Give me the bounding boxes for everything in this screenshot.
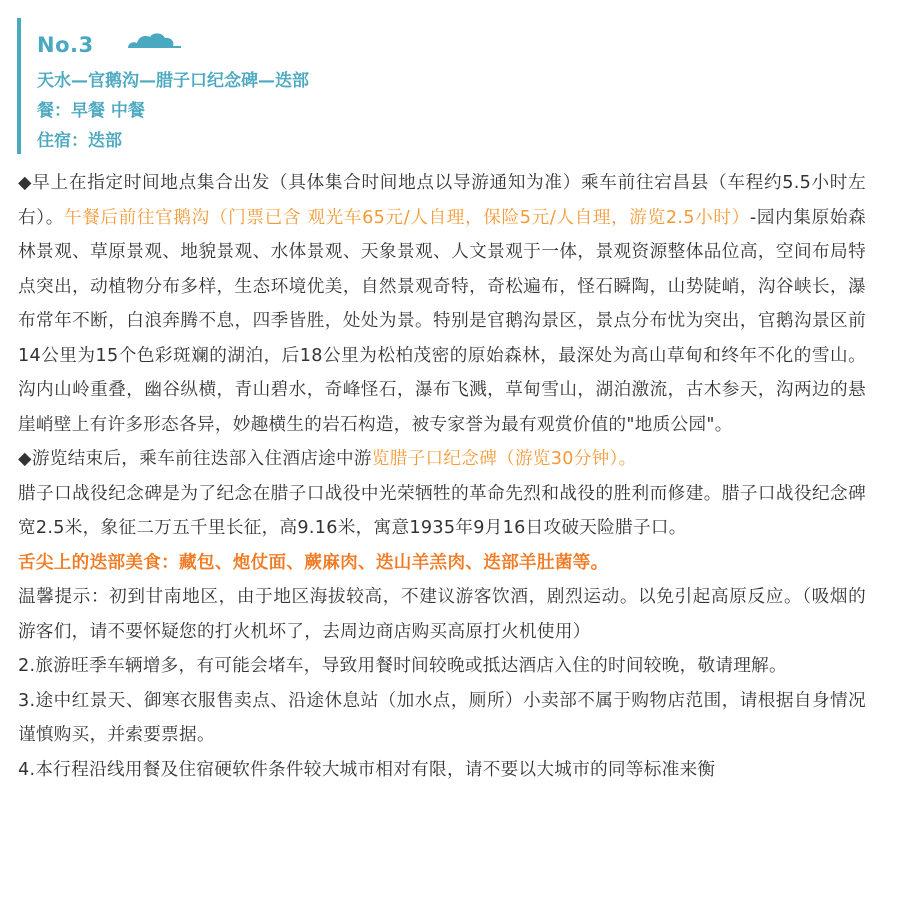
text-after-visit: ◆游览结束后，乘车前往迭部入住酒店途中游 [18,449,372,469]
day-number: No.3 [37,33,94,57]
paragraph-tip-altitude: 温馨提示：初到甘南地区，由于地区海拔较高，不建议游客饮酒，剧烈运动。以免引起高原反应。（吸烟的游客们，请不要怀疑您的打火机坏了，去周边商店购买高原打火机使用） [18,587,866,642]
route-title: 天水—官鹅沟—腊子口纪念碑—迭部 [37,71,309,91]
paragraph-monument: 腊子口战役纪念碑是为了纪念在腊子口战役中光荣牺牲的革命先烈和战役的胜利而修建。腊子口战役纪念碑宽2.5米，象征二万五千里长征，高9.16米，寓意1935年9月16日攻破天险腊子口。 [18,483,866,538]
paragraph-afternoon [18,442,866,477]
cloud-icon [124,30,182,56]
lodging-info: 住宿：迭部 [37,131,122,151]
text-departure: ◆早上在指定时间地点集合出发（具体集合时间地点以导游通知为准）乘车前往宕昌县（车程约5.5小时左右）。 [18,173,866,228]
paragraph-food: 舌尖上的迭部美食：藏包、炮仗面、蕨麻肉、迭山羊羔肉、迭部羊肚菌等。 [18,552,609,573]
itinerary-body [18,166,866,787]
paragraph-tip-conditions: 4.本行程沿线用餐及住宿硬软件条件较大城市相对有限，请不要以大城市的同等标准来衡 [18,759,716,780]
paragraph-tip-shops: 3.途中红景天、御寒衣服售卖点、沿途休息站（加水点，厕所）小卖部不属于购物店范围，请根据自身情况谨慎购买，并索要票据。 [18,690,866,745]
day-header [17,18,521,154]
paragraph-tip-traffic: 2.旅游旺季车辆增多，有可能会堵车，导致用餐时间较晚或抵达酒店入住的时间较晚，敬请理解。 [18,656,787,676]
meals-info: 餐：早餐 中餐 [37,101,145,121]
day-number-row [37,30,182,60]
paragraph-morning [18,166,866,442]
text-monument-highlight: 览腊子口纪念碑（游览30分钟）。 [371,449,637,469]
text-guanegou-description: -园内集原始森林景观、草原景观、地貌景观、水体景观、天象景观、人文景观于一体，景观资源整体品位高，空间布局特点突出，动植物分布多样，生态环境优美，自然景观奇特，奇松遍布，怪石瞬陶，山势陡峭，沟谷峡长，瀑布常年不断，白浪奔腾不息，四季皆胜，处处为景。特别是官鹅沟景区，景点分布忧为突出，官鹅沟景区前14公里为15个色彩斑斓的湖泊，后18公里为松柏茂密的原始森林，最深处为高山草甸和终年不化的雪山。沟内山岭重叠，幽谷纵横，青山碧水，奇峰怪石，瀑布飞溅，草甸雪山，湖泊激流，古木参天，沟两边的悬崖峭壁上有许多形态各异，妙趣横生的岩石构造，被专家誉为最有观赏价值的"地质公园"。 [18,207,866,435]
text-lunch-highlight: 午餐后前往官鹅沟（门票已含 观光车65元/人自理，保险5元/人自理，游览2.5小时） [63,207,750,228]
